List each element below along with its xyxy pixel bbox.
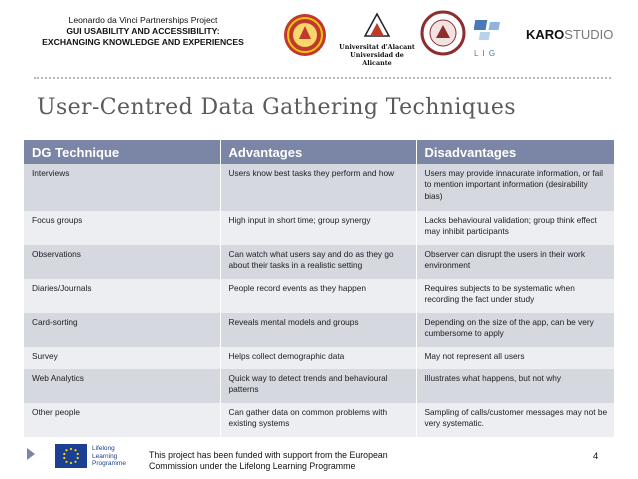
lifelong-line2: Learning xyxy=(92,452,118,460)
header-disadvantages: Disadvantages xyxy=(416,140,614,164)
lig-logo xyxy=(474,16,518,58)
studio-text: STUDIO xyxy=(564,27,614,42)
project-header-line3: EXCHANGING KNOWLEDGE AND EXPERIENCES xyxy=(42,37,244,47)
table-row xyxy=(24,279,614,313)
technique-cell: Interviews xyxy=(24,164,220,211)
advantages-cell: Can watch what users say and do as they go about their tasks in a realistic setting xyxy=(220,245,416,279)
advantages-cell: High input in short time; group synergy xyxy=(220,211,416,245)
project-header-line2: GUI USABILITY AND ACCESSIBILITY: xyxy=(66,26,220,36)
university-seal-logo xyxy=(420,10,466,61)
lifelong-learning-logo-text xyxy=(92,445,126,468)
advantages-cell: People record events as they happen xyxy=(220,279,416,313)
technique-cell: Focus groups xyxy=(24,211,220,245)
lifelong-line3: Programme xyxy=(92,460,126,467)
advantages-cell: Quick way to detect trends and behavioural patterns xyxy=(220,369,416,403)
header-technique: DG Technique xyxy=(24,140,220,164)
lifelong-line1: Lifelong xyxy=(92,445,115,452)
table-row xyxy=(24,211,614,245)
alicante-university-logo xyxy=(339,8,415,67)
disadvantages-cell: Illustrates what happens, but not why xyxy=(416,369,614,403)
alicante-line2: Universidad de Alicante xyxy=(350,51,404,67)
technique-cell: Survey xyxy=(24,347,220,369)
disadvantages-cell: Users may provide innacurate information, or fail to mention important information (desirability bias) xyxy=(416,164,614,211)
table-header-row xyxy=(24,140,614,164)
funding-line2: Commission under the Lifelong Learning Programme xyxy=(149,461,356,471)
disadvantages-cell: Sampling of calls/customer messages may not be very systematic. xyxy=(416,403,614,437)
slide-title: User-Centred Data Gathering Techniques xyxy=(37,95,516,120)
techniques-table xyxy=(24,140,614,437)
disadvantages-cell: Requires subjects to be systematic when recording the fact under study xyxy=(416,279,614,313)
technique-cell: Other people xyxy=(24,403,220,437)
technique-cell: Web Analytics xyxy=(24,369,220,403)
footer-arrow-icon xyxy=(27,448,35,460)
disadvantages-cell: Observer can disrupt the users in their work environment xyxy=(416,245,614,279)
technique-cell: Card-sorting xyxy=(24,313,220,347)
disadvantages-cell: Lacks behavioural validation; group think effect may inhibit participants xyxy=(416,211,614,245)
red-seal-logo xyxy=(282,12,328,63)
project-header xyxy=(34,15,252,48)
table-row xyxy=(24,347,614,369)
header-advantages: Advantages xyxy=(220,140,416,164)
advantages-cell: Helps collect demographic data xyxy=(220,347,416,369)
disadvantages-cell: Depending on the size of the app, can be very cumbersome to apply xyxy=(416,313,614,347)
advantages-cell: Reveals mental models and groups xyxy=(220,313,416,347)
funding-line1: This project has been funded with support from the European xyxy=(149,450,388,460)
project-header-line1: Leonardo da Vinci Partnerships Project xyxy=(68,15,218,25)
table-row xyxy=(24,313,614,347)
advantages-cell: Users know best tasks they perform and how xyxy=(220,164,416,211)
table-row xyxy=(24,245,614,279)
karo-text: KARO xyxy=(526,27,565,42)
disadvantages-cell: May not represent all users xyxy=(416,347,614,369)
alicante-line1: Universitat d'Alacant xyxy=(339,43,415,51)
karo-studio-logo xyxy=(526,26,613,44)
page-number: 4 xyxy=(593,451,599,462)
technique-cell: Observations xyxy=(24,245,220,279)
table-row xyxy=(24,403,614,437)
table-row xyxy=(24,164,614,211)
lig-text: L I G xyxy=(474,49,497,58)
table-row xyxy=(24,369,614,403)
technique-cell: Diaries/Journals xyxy=(24,279,220,313)
header-divider xyxy=(34,77,611,79)
advantages-cell: Can gather data on common problems with existing systems xyxy=(220,403,416,437)
eu-flag-logo xyxy=(55,444,87,473)
funding-notice xyxy=(149,450,449,472)
